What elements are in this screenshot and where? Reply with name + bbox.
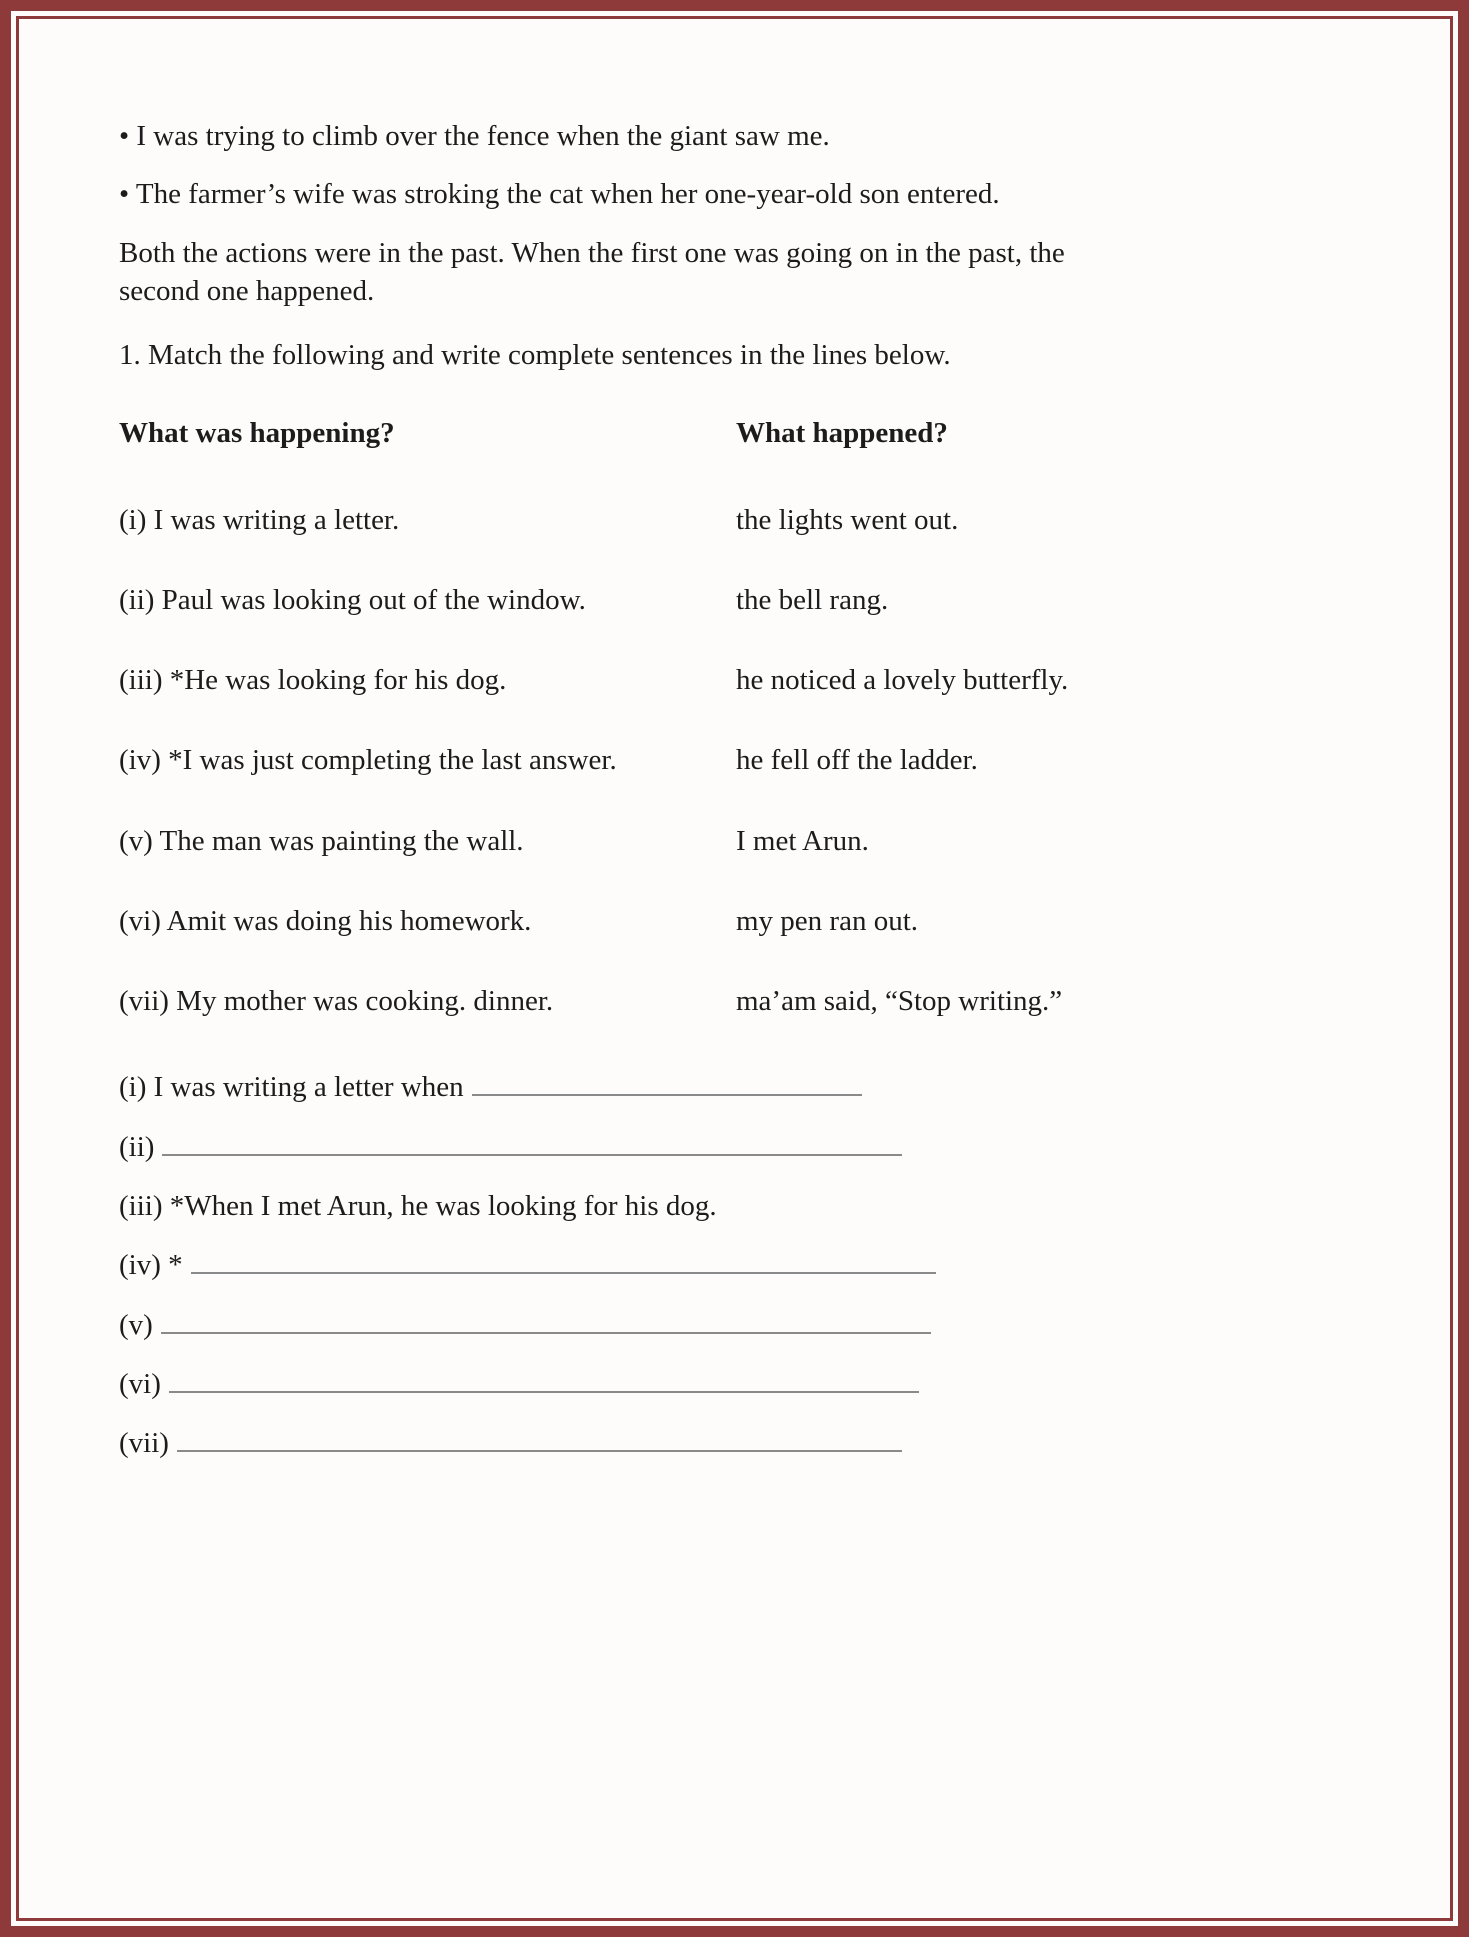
match-right-cell: the lights went out. <box>736 503 959 536</box>
answer-row <box>119 1187 1109 1225</box>
match-table <box>119 414 1109 1020</box>
worksheet-content <box>119 117 1109 1462</box>
match-left-cell: (v) The man was painting the wall. <box>119 824 524 857</box>
match-right-cell: he fell off the ladder. <box>736 744 978 777</box>
answer-text: (i) I was writing a letter when <box>119 1071 464 1104</box>
match-right-cell: he noticed a lovely butterfly. <box>736 664 1069 697</box>
answer-text: (iv) * <box>119 1249 183 1282</box>
question-instruction: 1. Match the following and write complete sentences in the lines below. <box>119 339 951 372</box>
answer-row <box>119 1068 1109 1106</box>
answer-blank-line <box>162 1153 902 1156</box>
answer-text: (v) <box>119 1308 153 1341</box>
answer-row <box>119 1365 1109 1403</box>
match-left-cell: (i) I was writing a letter. <box>119 503 400 536</box>
answer-blank-line <box>472 1093 862 1096</box>
match-left-cell: (iv) *I was just completing the last answer. <box>119 744 617 777</box>
match-right-cell: I met Arun. <box>736 824 869 857</box>
answer-blank-line <box>169 1390 919 1393</box>
answer-blank-line <box>191 1271 936 1274</box>
match-left-cell: (vii) My mother was cooking. dinner. <box>119 985 554 1018</box>
answer-blank-line <box>161 1331 931 1334</box>
answer-row <box>119 1424 1109 1462</box>
answer-text: (iii) *When I met Arun, he was looking for his dog. <box>119 1189 717 1222</box>
intro-paragraph: Both the actions were in the past. When the first one was going on in the past, the second one happened. <box>119 236 1065 307</box>
bullet-item-2: • The farmer’s wife was stroking the cat when her one-year-old son entered. <box>119 178 1000 211</box>
match-left-cell: (vi) Amit was doing his homework. <box>119 904 532 937</box>
answer-text: (vii) <box>119 1427 169 1460</box>
answer-row <box>119 1306 1109 1344</box>
match-right-cell: my pen ran out. <box>736 904 919 937</box>
match-right-cell: the bell rang. <box>736 583 889 616</box>
answer-row <box>119 1246 1109 1284</box>
match-right-header: What happened? <box>736 417 948 450</box>
answer-section <box>119 1068 1109 1462</box>
answer-row <box>119 1128 1109 1166</box>
match-left-header: What was happening? <box>119 417 395 450</box>
page <box>16 16 1453 1921</box>
answer-blank-line <box>177 1449 902 1452</box>
bullet-item-1: • I was trying to climb over the fence when the giant saw me. <box>119 120 830 152</box>
answer-text: (vi) <box>119 1367 161 1400</box>
match-left-cell: (ii) Paul was looking out of the window. <box>119 583 586 616</box>
match-right-cell: ma’am said, “Stop writing.” <box>736 985 1063 1018</box>
match-left-cell: (iii) *He was looking for his dog. <box>119 664 507 697</box>
answer-text: (ii) <box>119 1130 155 1163</box>
